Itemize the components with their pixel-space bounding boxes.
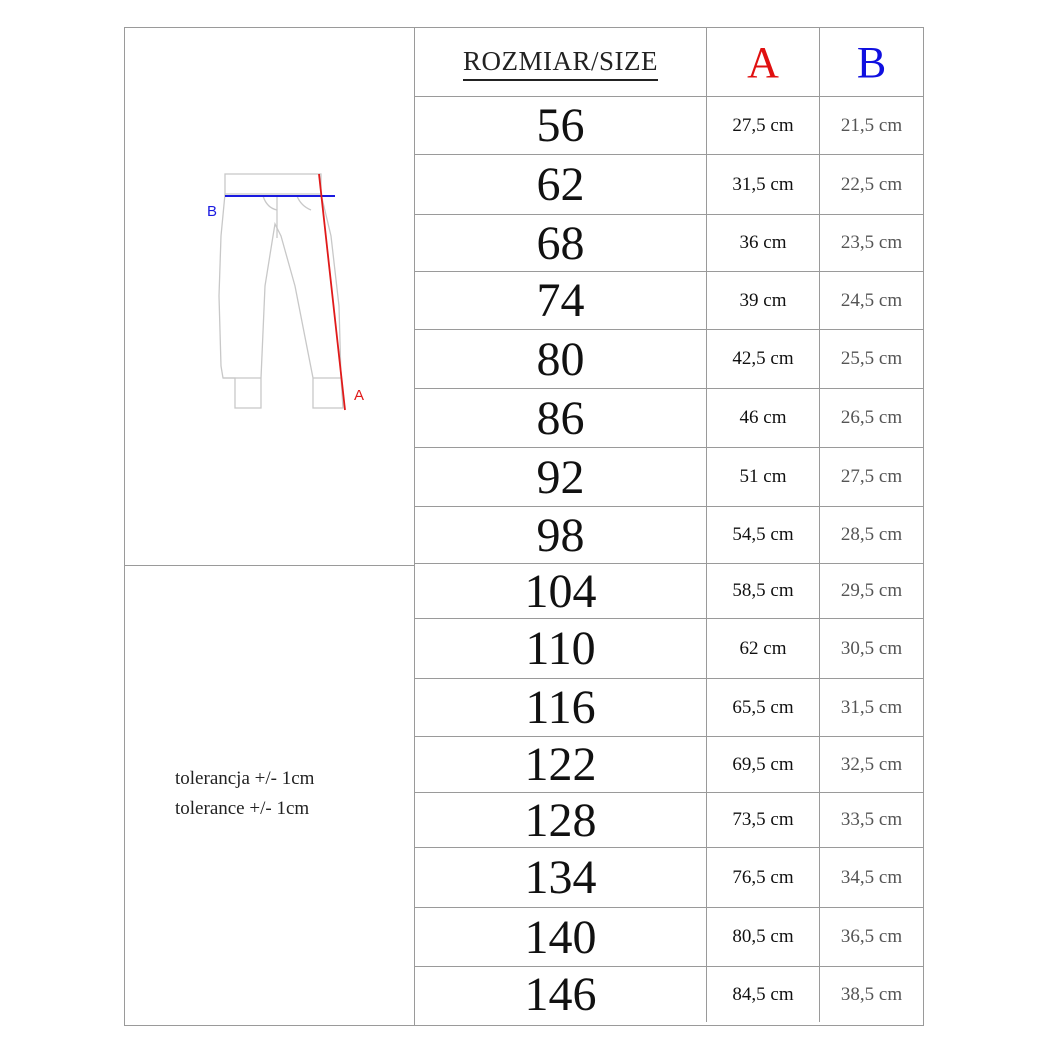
size-value: 86 [536,391,585,445]
measure-a-value: 27,5 cm [732,114,794,136]
measure-a-value: 80,5 cm [732,926,794,947]
measure-b-cell [820,272,923,329]
size-value: 68 [536,216,585,270]
measure-a-value: 73,5 cm [732,809,794,830]
size-cell [415,619,707,678]
measure-b-value: 25,5 cm [840,348,903,369]
measure-b-cell [820,330,923,388]
measure-a-cell [707,330,820,388]
measure-a-cell [707,679,820,736]
measure-a-value: 69,5 cm [732,753,794,775]
measure-b-value: 36,5 cm [840,926,903,947]
measure-a-cell [707,155,820,214]
tolerance-pl: tolerancja +/- 1cm [175,768,315,789]
measure-b-value: 28,5 cm [840,524,903,545]
table-header [415,28,923,97]
label-a: A [354,387,365,404]
size-cell [415,215,707,271]
table-row [415,215,923,272]
measure-b-value: 33,5 cm [840,809,903,830]
size-cell [415,967,707,1022]
measure-b-value: 23,5 cm [840,232,903,253]
measure-b-cell [820,908,923,966]
measure-a-value: 62 cm [739,637,787,659]
size-cell [415,97,707,154]
measure-b-value: 27,5 cm [840,466,903,487]
measure-b-cell [820,215,923,271]
measure-b-cell [820,848,923,907]
measure-a-value: 42,5 cm [732,348,794,369]
measure-b-value: 34,5 cm [840,866,903,888]
table-row [415,793,923,848]
size-value: 62 [536,158,585,211]
table-row [415,679,923,737]
table-row [415,448,923,507]
measure-a-value: 58,5 cm [732,580,794,601]
size-value: 110 [525,622,596,675]
measure-a-value: 76,5 cm [732,866,794,888]
measure-b-cell [820,389,923,447]
table-row [415,272,923,330]
table-row [415,389,923,448]
size-cell [415,679,707,736]
measure-b-cell [820,97,923,154]
size-value: 134 [524,851,597,904]
table-row [415,97,923,155]
size-value: 92 [536,450,585,504]
measure-b-value: 21,5 cm [840,114,903,136]
size-cell [415,330,707,388]
measure-b-value: 38,5 cm [840,983,903,1005]
size-cell [415,155,707,214]
size-value: 80 [536,332,585,386]
header-a-label: A [747,37,779,87]
size-value: 98 [536,508,585,562]
size-value: 128 [524,793,597,847]
pants-diagram [207,166,383,416]
measure-a-value: 54,5 cm [732,524,794,545]
size-value: 146 [524,968,597,1021]
table-row [415,330,923,389]
label-b: B [207,203,218,220]
size-cell [415,908,707,966]
size-value: 116 [525,681,596,734]
measure-b-value: 31,5 cm [840,696,903,718]
size-table [415,28,923,1022]
measure-a-value: 36 cm [739,232,787,253]
size-cell [415,448,707,506]
measure-a-cell [707,564,820,618]
measure-b-value: 29,5 cm [840,580,903,601]
size-value: 74 [536,274,585,327]
table-row [415,507,923,564]
measure-b-cell [820,564,923,618]
measure-a-cell [707,848,820,907]
size-value: 122 [524,738,597,791]
size-value: 56 [536,99,585,152]
measure-a-value: 51 cm [739,466,787,487]
size-cell [415,848,707,907]
table-row [415,967,923,1022]
measure-b-value: 22,5 cm [840,173,903,195]
measure-b-value: 30,5 cm [840,637,903,659]
measure-a-cell [707,389,820,447]
table-row [415,848,923,908]
header-b-label: B [856,37,887,87]
header-size-label: ROZMIAR/SIZE [463,47,658,81]
measure-a-cell [707,737,820,792]
measure-b-cell [820,448,923,506]
measure-a-value: 84,5 cm [732,983,794,1005]
measure-b-cell [820,507,923,563]
measure-a-cell [707,272,820,329]
diagram-panel [125,28,415,566]
table-row [415,737,923,793]
measure-b-cell [820,737,923,792]
measure-a-value: 31,5 cm [732,173,794,195]
size-chart [124,27,924,1026]
size-cell [415,793,707,847]
measure-a-cell [707,507,820,563]
size-cell [415,737,707,792]
table-row [415,155,923,215]
measure-b-cell [820,967,923,1022]
measure-b-cell [820,619,923,678]
measure-b-cell [820,155,923,214]
measure-a-cell [707,908,820,966]
header-a-cell [707,28,820,96]
tolerance-en: tolerance +/- 1cm [175,798,310,819]
size-value: 104 [524,564,597,618]
table-row [415,564,923,619]
measure-a-cell [707,448,820,506]
measure-a-cell [707,215,820,271]
measure-b-cell [820,679,923,736]
measure-b-value: 24,5 cm [840,289,903,311]
tolerance-panel [125,566,415,1025]
measure-b-value: 26,5 cm [840,407,903,428]
size-cell [415,389,707,447]
measure-b-value: 32,5 cm [840,753,903,775]
measure-a-cell [707,97,820,154]
measure-a-line [319,174,345,410]
table-row [415,908,923,967]
measure-a-value: 65,5 cm [732,696,794,718]
table-row [415,619,923,679]
size-cell [415,507,707,563]
measure-a-cell [707,967,820,1022]
measure-a-value: 39 cm [739,289,787,311]
size-cell [415,564,707,618]
size-value: 140 [524,910,597,964]
measure-b-cell [820,793,923,847]
header-size-cell [415,28,707,96]
measure-a-value: 46 cm [739,407,787,428]
table-body [415,97,923,1022]
size-cell [415,272,707,329]
measure-a-cell [707,793,820,847]
header-b-cell [820,28,923,96]
measure-a-cell [707,619,820,678]
tolerance-note [175,764,314,824]
